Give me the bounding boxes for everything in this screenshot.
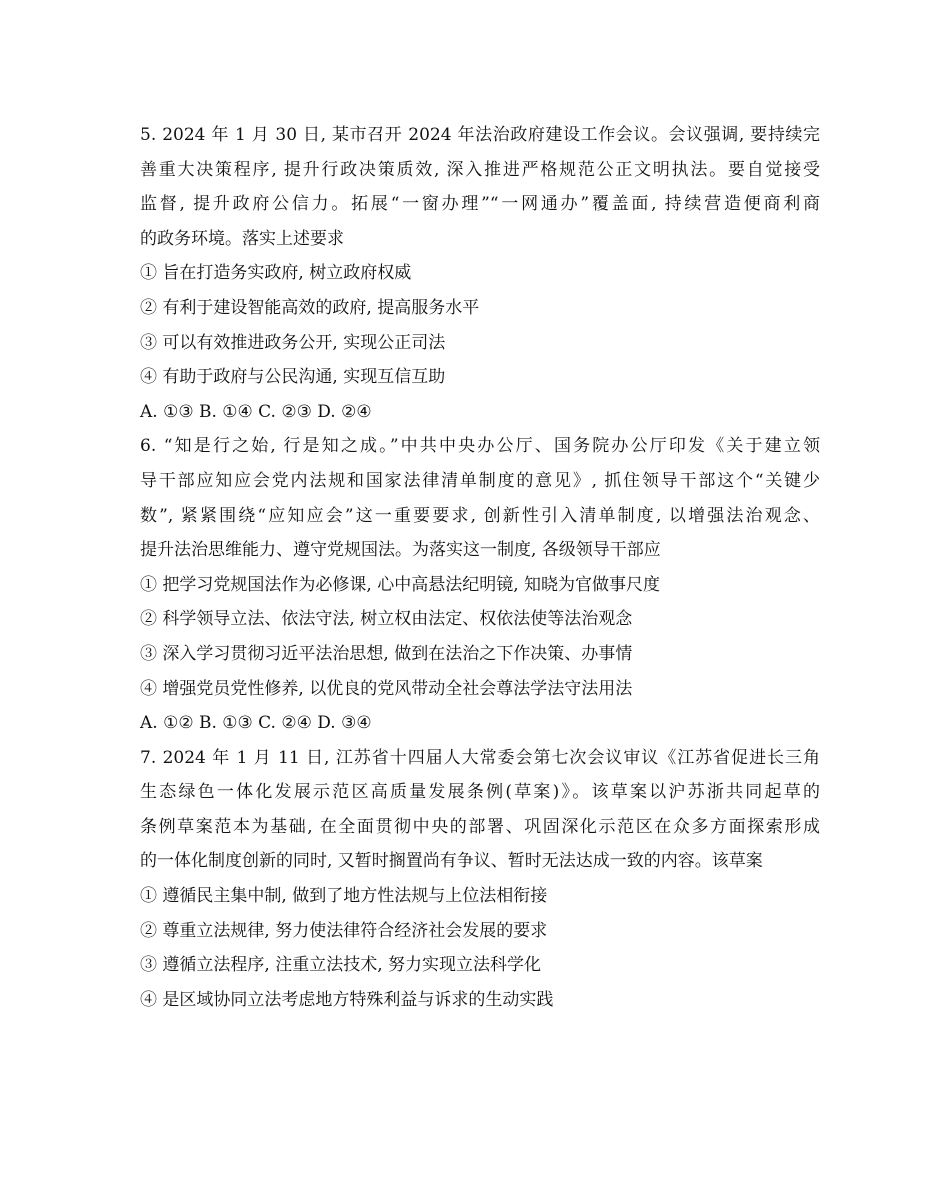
question-7-stem-line-3: 条例草案范本为基础, 在全面贯彻中央的部署、巩固深化示范区在众多方面探索形成 xyxy=(140,816,820,837)
question-5-option-1: ① 旨在打造务实政府, 树立政府权威 xyxy=(140,263,412,284)
question-5-stem-line-2: 善重大决策程序, 提升行政决策质效, 深入推进严格规范公正文明执法。要自觉接受 xyxy=(140,159,820,180)
question-6-choices: A. ①② B. ①③ C. ②④ D. ③④ xyxy=(140,713,372,734)
question-7-stem-line-1: 7. 2024 年 1 月 11 日, 江苏省十四届人大常委会第七次会议审议《江苏省促进长三角 xyxy=(140,747,820,768)
question-5-choices: A. ①③ B. ①④ C. ②③ D. ②④ xyxy=(140,401,372,422)
question-6-option-1: ① 把学习党规国法作为必修课, 心中高悬法纪明镜, 知晓为官做事尺度 xyxy=(140,574,661,595)
question-5-stem-line-3: 监督, 提升政府公信力。拓展“一窗办理”“一网通办”覆盖面, 持续营造便商利商 xyxy=(140,194,820,215)
question-7-stem-line-4: 的一体化制度创新的同时, 又暂时搁置尚有争议、暂时无法达成一致的内容。该草案 xyxy=(140,851,763,872)
question-5-stem-line-4: 的政务环境。落实上述要求 xyxy=(140,228,344,249)
question-5-option-3: ③ 可以有效推进政务公开, 实现公正司法 xyxy=(140,332,446,353)
question-5 xyxy=(140,118,820,429)
question-6-option-4: ④ 增强党员党性修养, 以优良的党风带动全社会尊法学法守法用法 xyxy=(140,678,633,699)
question-7-stem-line-2: 生态绿色一体化发展示范区高质量发展条例(草案)》。该草案以沪苏浙共同起草的 xyxy=(140,782,820,803)
question-6-stem-line-4: 提升法治思维能力、遵守党规国法。为落实这一制度, 各级领导干部应 xyxy=(140,540,661,561)
question-7 xyxy=(140,741,820,1018)
question-6 xyxy=(140,429,820,740)
question-7-option-1: ① 遵循民主集中制, 做到了地方性法规与上位法相衔接 xyxy=(140,886,548,907)
question-7-option-4: ④ 是区域协同立法考虑地方特殊利益与诉求的生动实践 xyxy=(140,989,554,1010)
question-6-stem-line-3: 数”, 紧紧围绕“应知应会”这一重要要求, 创新性引入清单制度, 以增强法治观念、 xyxy=(140,505,820,526)
question-6-stem-line-1: 6. “知是行之始, 行是知之成。”中共中央办公厅、国务院办公厅印发《关于建立领 xyxy=(140,436,820,457)
question-7-option-2: ② 尊重立法规律, 努力使法律符合经济社会发展的要求 xyxy=(140,920,548,941)
question-5-option-4: ④ 有助于政府与公民沟通, 实现互信互助 xyxy=(140,367,446,388)
exam-page xyxy=(140,118,820,1017)
question-5-option-2: ② 有利于建设智能高效的政府, 提高服务水平 xyxy=(140,297,480,318)
question-6-option-3: ③ 深入学习贯彻习近平法治思想, 做到在法治之下作决策、办事情 xyxy=(140,643,633,664)
question-7-option-3: ③ 遵循立法程序, 注重立法技术, 努力实现立法科学化 xyxy=(140,955,542,976)
question-6-option-2: ② 科学领导立法、依法守法, 树立权由法定、权依法使等法治观念 xyxy=(140,609,633,630)
question-5-stem-line-1: 5. 2024 年 1 月 30 日, 某市召开 2024 年法治政府建设工作会议。会议强调, 要持续完 xyxy=(140,125,820,145)
question-6-stem-line-2: 导干部应知应会党内法规和国家法律清单制度的意见》, 抓住领导干部这个“关键少 xyxy=(140,470,820,491)
